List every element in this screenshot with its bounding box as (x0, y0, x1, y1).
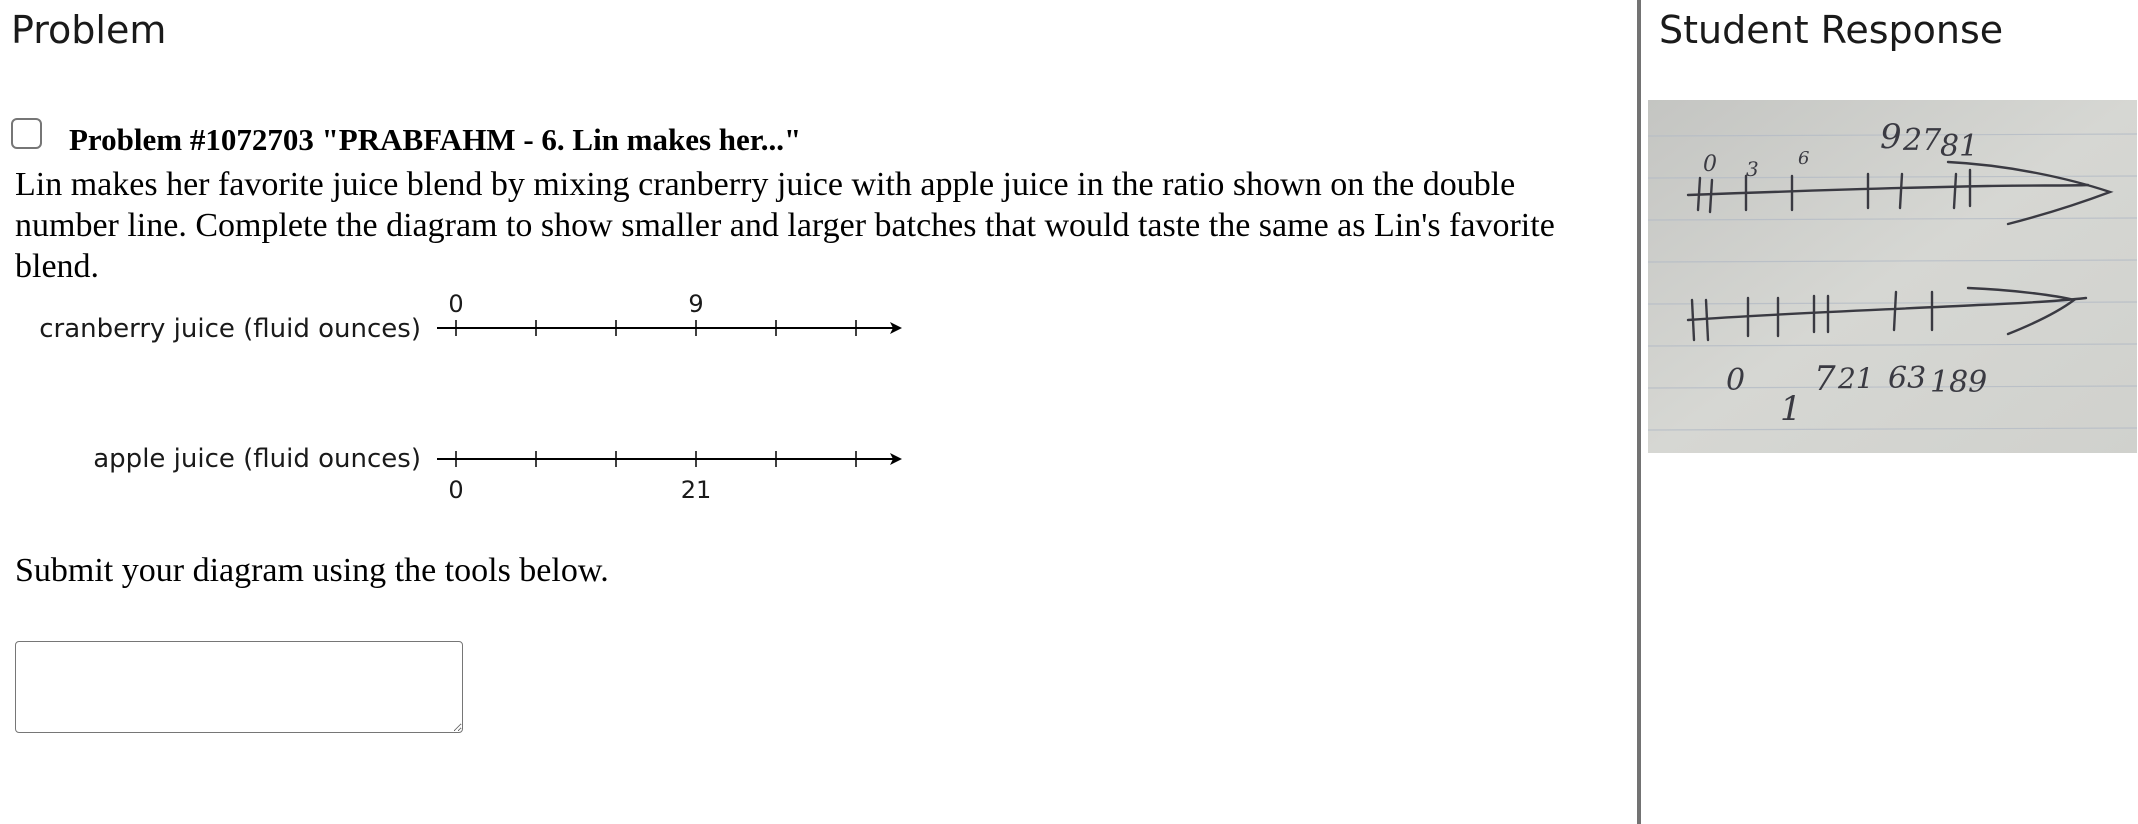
handwritten-mark: 1 (1780, 389, 1802, 429)
handwritten-mark: 6 (1798, 148, 1810, 169)
problem-statement: Lin makes her favorite juice blend by mixing cranberry juice with apple juice in the ratio shown on the double number line. Complete the diagram to show smaller and larger batches that would taste the same as Lin's favorite blend. (15, 166, 1555, 285)
apple-tick-label: 21 (680, 476, 712, 504)
handwritten-mark: 0 (1726, 363, 1746, 398)
handwritten-mark: 9 (1880, 117, 1902, 157)
cranberry-tick-label: 0 (448, 290, 464, 318)
handwritten-mark: 7 (1814, 359, 1836, 399)
problem-title: Problem #1072703 "PRABFAHM - 6. Lin makes her..." (69, 122, 802, 157)
student-response-photo (1648, 100, 2137, 453)
apple-tick-label: 0 (448, 476, 464, 504)
apple-line-label: apple juice (fluid ounces) (93, 444, 421, 474)
handwritten-mark: 27 (1903, 123, 1942, 158)
student-response-header: Student Response (1659, 8, 2004, 52)
cranberry-tick-label: 9 (688, 290, 704, 318)
response-panel (1641, 0, 2138, 824)
handwritten-mark: 63 (1888, 361, 1927, 396)
problem-select-checkbox[interactable] (11, 118, 42, 149)
double-number-line-diagram (0, 276, 930, 516)
handwritten-mark: 21 (1838, 362, 1874, 395)
handwritten-mark: 189 (1930, 365, 1988, 400)
handwritten-mark: 0 (1703, 152, 1717, 177)
submission-instructions: Submit your diagram using the tools below. (15, 552, 609, 589)
problem-header: Problem (11, 8, 167, 52)
handwritten-mark: 3 (1746, 157, 1759, 181)
handwritten-mark: 81 (1940, 129, 1979, 164)
cranberry-line-label: cranberry juice (fluid ounces) (39, 314, 421, 344)
answer-textarea[interactable] (15, 641, 463, 733)
